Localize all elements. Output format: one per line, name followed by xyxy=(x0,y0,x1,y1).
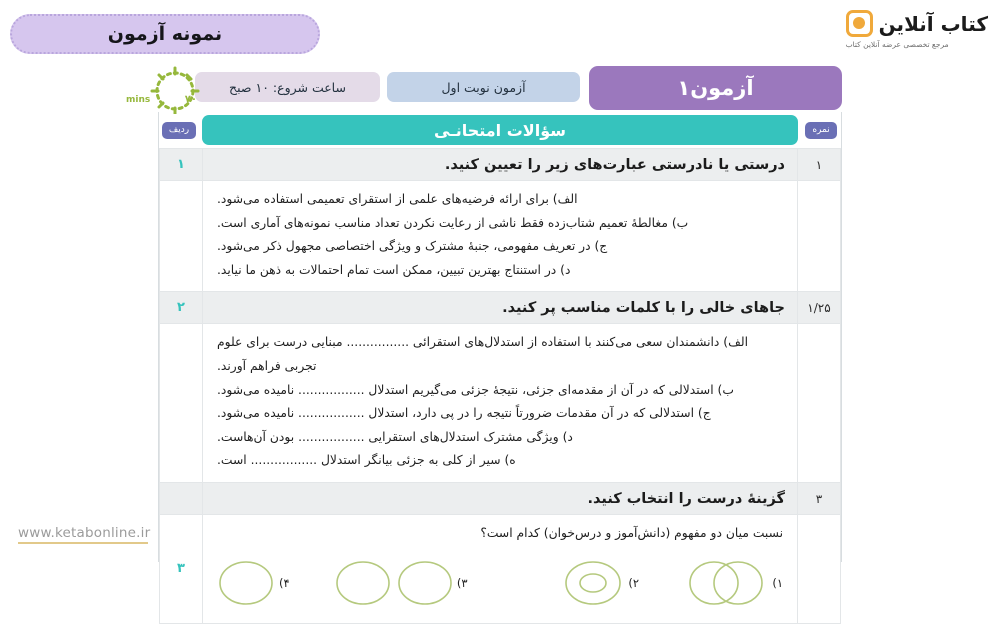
table-row xyxy=(160,515,841,624)
score-column-header xyxy=(801,122,841,139)
question-line: الف) دانشمندان سعی می‌کنند با استفاده از استدلال‌های استقرائی ................ مبنایی درست برای علوم تجربی فراهم آورند. xyxy=(217,335,748,374)
watermark-url: www.ketabonline.ir xyxy=(18,525,151,541)
option-3-label: ۳) xyxy=(456,575,468,590)
question-row-number xyxy=(160,483,203,515)
venn-options-strip xyxy=(217,546,783,614)
brand-row xyxy=(846,10,988,37)
question-line: ب) استدلالی که در آن از مقدمه‌ای جزئی، نتیجهٔ جزئی می‌گیریم استدلال ................. نامیده می‌شود. xyxy=(217,382,734,397)
option-4[interactable] xyxy=(217,558,290,608)
option-1-label: ۱) xyxy=(772,575,783,590)
question-heading: گزینهٔ درست را انتخاب کنید. xyxy=(203,483,798,515)
question-score: ۱ xyxy=(798,149,841,181)
stopwatch-icon xyxy=(126,64,202,114)
question-row-number: ۲ xyxy=(160,292,203,324)
table-row xyxy=(160,292,841,324)
row-cell-empty xyxy=(160,324,203,483)
table-row xyxy=(160,181,841,292)
question-score: ۳ xyxy=(798,483,841,515)
question-row-number: ۱ xyxy=(160,149,203,181)
score-cell-empty xyxy=(798,515,841,624)
row-cell-empty xyxy=(160,181,203,292)
brand-logo xyxy=(846,10,988,49)
timer-value: ۷۰ xyxy=(184,94,197,105)
question-score: ۱/۲۵ xyxy=(798,292,841,324)
question-line: ج) استدلالی که در آن مقدمات ضرورتاً نتیجه را در پی دارد، استدلال ................. نامیده می‌شود. xyxy=(217,406,711,421)
option-2-label: ۲) xyxy=(628,575,640,590)
table-row xyxy=(160,324,841,483)
option-4-label: ۴) xyxy=(279,575,290,590)
single-circle-icon xyxy=(217,558,275,608)
book-online-logo-icon xyxy=(846,10,873,37)
multiple-choice-question: نسبت میان دو مفهوم (دانش‌آموز و درس‌خوان) کدام است؟ xyxy=(480,526,783,541)
two-separate-circles-icon xyxy=(335,558,453,608)
score-column-label: نمره xyxy=(805,122,836,139)
option-2[interactable] xyxy=(562,558,639,608)
table-row xyxy=(160,149,841,181)
question-body xyxy=(203,324,798,483)
site-watermark xyxy=(18,522,150,544)
table-row xyxy=(160,483,841,515)
question-line: د) ویژگی مشترک استدلال‌های استقرایی ................. بودن آن‌هاست. xyxy=(217,429,573,444)
score-cell-empty xyxy=(798,324,841,483)
brand-name: کتاب آنلاین xyxy=(878,11,988,36)
exam-start-time-label: ساعت شروع: ۱۰ صبح xyxy=(229,79,346,95)
question-body xyxy=(203,181,798,292)
questions-table xyxy=(159,148,841,624)
sample-exam-badge-label: نمونه آزمون xyxy=(107,23,223,45)
brand-tagline: مرجع تخصصی عرضه آنلاین کتاب xyxy=(845,40,949,49)
nested-circles-icon xyxy=(562,558,624,608)
sample-exam-badge xyxy=(10,14,320,54)
option-1[interactable] xyxy=(684,558,783,608)
exam-info-strip xyxy=(126,66,842,110)
sheet-banner xyxy=(202,115,798,145)
exam-turn-label: آزمون نوبت اول xyxy=(441,79,526,95)
question-line: ب) مغالطهٔ تعمیم شتاب‌زده فقط ناشی از رعایت نکردن تعداد مناسب نمونه‌های آماری است. xyxy=(217,215,689,230)
exam-turn-pill xyxy=(387,72,580,102)
question-body xyxy=(203,515,798,624)
watermark-underline xyxy=(18,542,148,544)
exam-start-time-pill xyxy=(195,72,380,102)
question-heading: جاهای خالی را با کلمات مناسب پر کنید. xyxy=(203,292,798,324)
question-line: د) در استنتاج بهترین تبیین، ممکن است تمام احتمالات به ذهن ما نیاید. xyxy=(217,262,571,277)
question-line: ه) سیر از کلی به جزئی بیانگر استدلال ................. است. xyxy=(217,453,516,468)
sheet-header-row xyxy=(159,112,841,148)
question-heading: درستی یا نادرستی عبارت‌های زیر را تعیین کنید. xyxy=(203,149,798,181)
question-row-number: ۳ xyxy=(160,515,203,624)
exam-title-pill xyxy=(589,66,842,110)
row-column-header xyxy=(159,122,199,139)
question-line: الف) برای ارائه فرضیه‌های علمی از استقرای تعمیمی استفاده می‌شود. xyxy=(217,192,578,206)
row-column-label: ردیف xyxy=(162,122,196,139)
score-cell-empty xyxy=(798,181,841,292)
sheet-banner-title: سؤالات امتحانـی xyxy=(434,120,566,140)
exam-title: آزمون۱ xyxy=(677,76,754,100)
two-overlapping-circles-icon xyxy=(684,558,768,608)
question-line: ج) در تعریف مفهومی، جنبهٔ مشترک و ویژگی اختصاصی مجهول ذکر می‌شود. xyxy=(217,239,608,254)
exam-sheet xyxy=(158,112,842,590)
timer-unit: mins xyxy=(126,95,151,105)
option-3[interactable] xyxy=(335,558,468,608)
